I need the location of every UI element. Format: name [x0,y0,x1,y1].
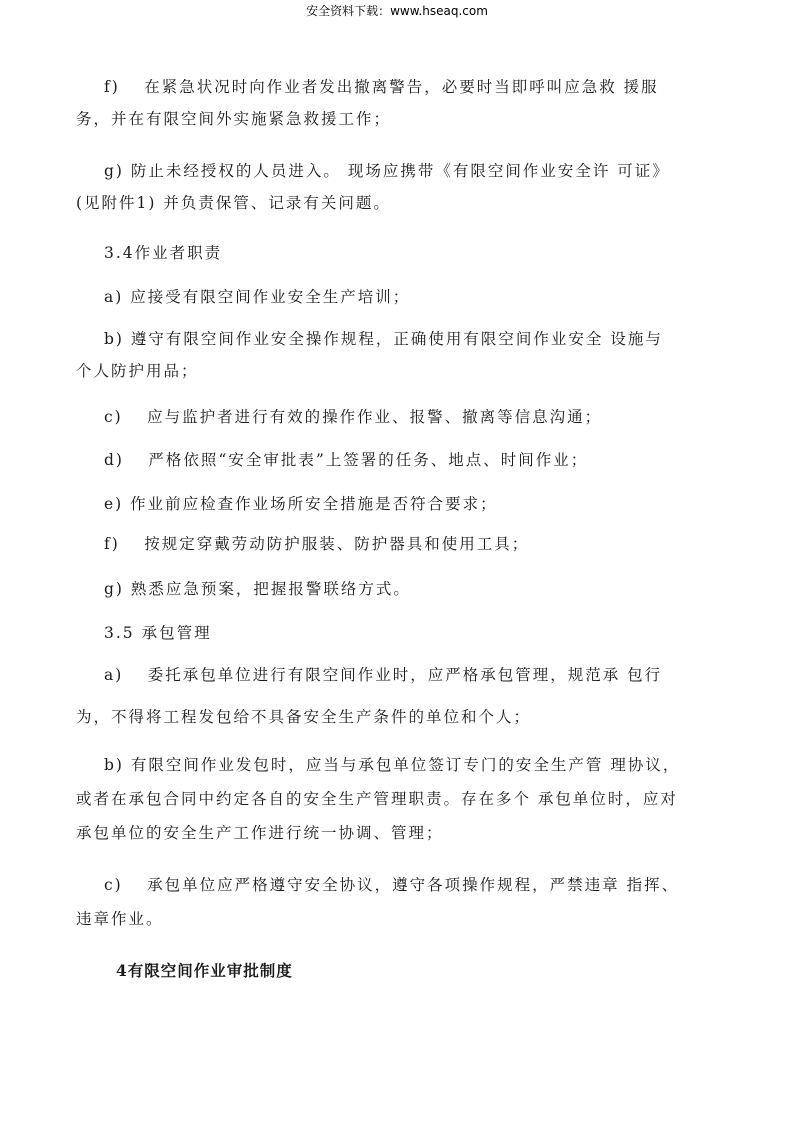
contract-b-line-2: 或者在承包合同中约定各自的安全生产管理职责。存在多个 承包单位时，应对 [76,790,678,808]
duty-g: g) 熟悉应急预案，把握报警联络方式。 [104,580,411,598]
contract-b-line-1: b) 有限空间作业发包时，应当与承包单位签订专门的安全生产管 理协议， [104,756,681,774]
section-3-5-heading: 3.5 承包管理 [104,624,212,642]
duty-c: c) 应与监护者进行有效的操作作业、报警、撤离等信息沟通； [104,408,603,426]
item-g-unauthorized-line-2: (见附件1) 并负责保管、记录有关问题。 [76,194,391,212]
item-g-unauthorized-line-1: g) 防止未经授权的人员进入。 现场应携带《有限空间作业安全许 可证》 [104,162,670,180]
duty-b-line-1: b) 遵守有限空间作业安全操作规程，正确使用有限空间作业安全 设施与 [104,330,663,348]
contract-a-line-1: a) 委托承包单位进行有限空间作业时，应严格承包管理，规范承 包行 [104,666,663,684]
section-4-heading: 4有限空间作业审批制度 [116,961,293,980]
contract-b-line-3: 承包单位的安全生产工作进行统一协调、管理； [76,824,444,842]
item-f-warning-line-2: 务，并在有限空间外实施紧急救援工作； [76,110,392,128]
contract-a-line-2: 为，不得将工程发包给不具备安全生产条件的单位和个人； [76,708,532,726]
contract-c-line-2: 违章作业。 [76,910,164,928]
contract-c-line-1: c) 承包单位应严格遵守安全协议，遵守各项操作规程，严禁违章 指挥、 [104,876,680,894]
item-f-warning-line-1: f) 在紧急状况时向作业者发出撤离警告，必要时当即呼叫应急救 援服 [104,78,659,96]
duty-f: f) 按规定穿戴劳动防护服装、防护器具和使用工具； [104,535,530,553]
page-header[interactable]: 安全资料下载：www.hseaq.com [306,4,488,18]
duty-b-line-2: 个人防护用品； [76,362,199,380]
duty-a: a) 应接受有限空间作业安全生产培训； [104,288,411,306]
section-3-4-heading: 3.4作业者职责 [104,244,223,262]
duty-d: d) 严格依照“安全审批表”上签署的任务、地点、时间作业； [104,451,589,469]
duty-e: e) 作业前应检查作业场所安全措施是否符合要求； [104,495,498,513]
